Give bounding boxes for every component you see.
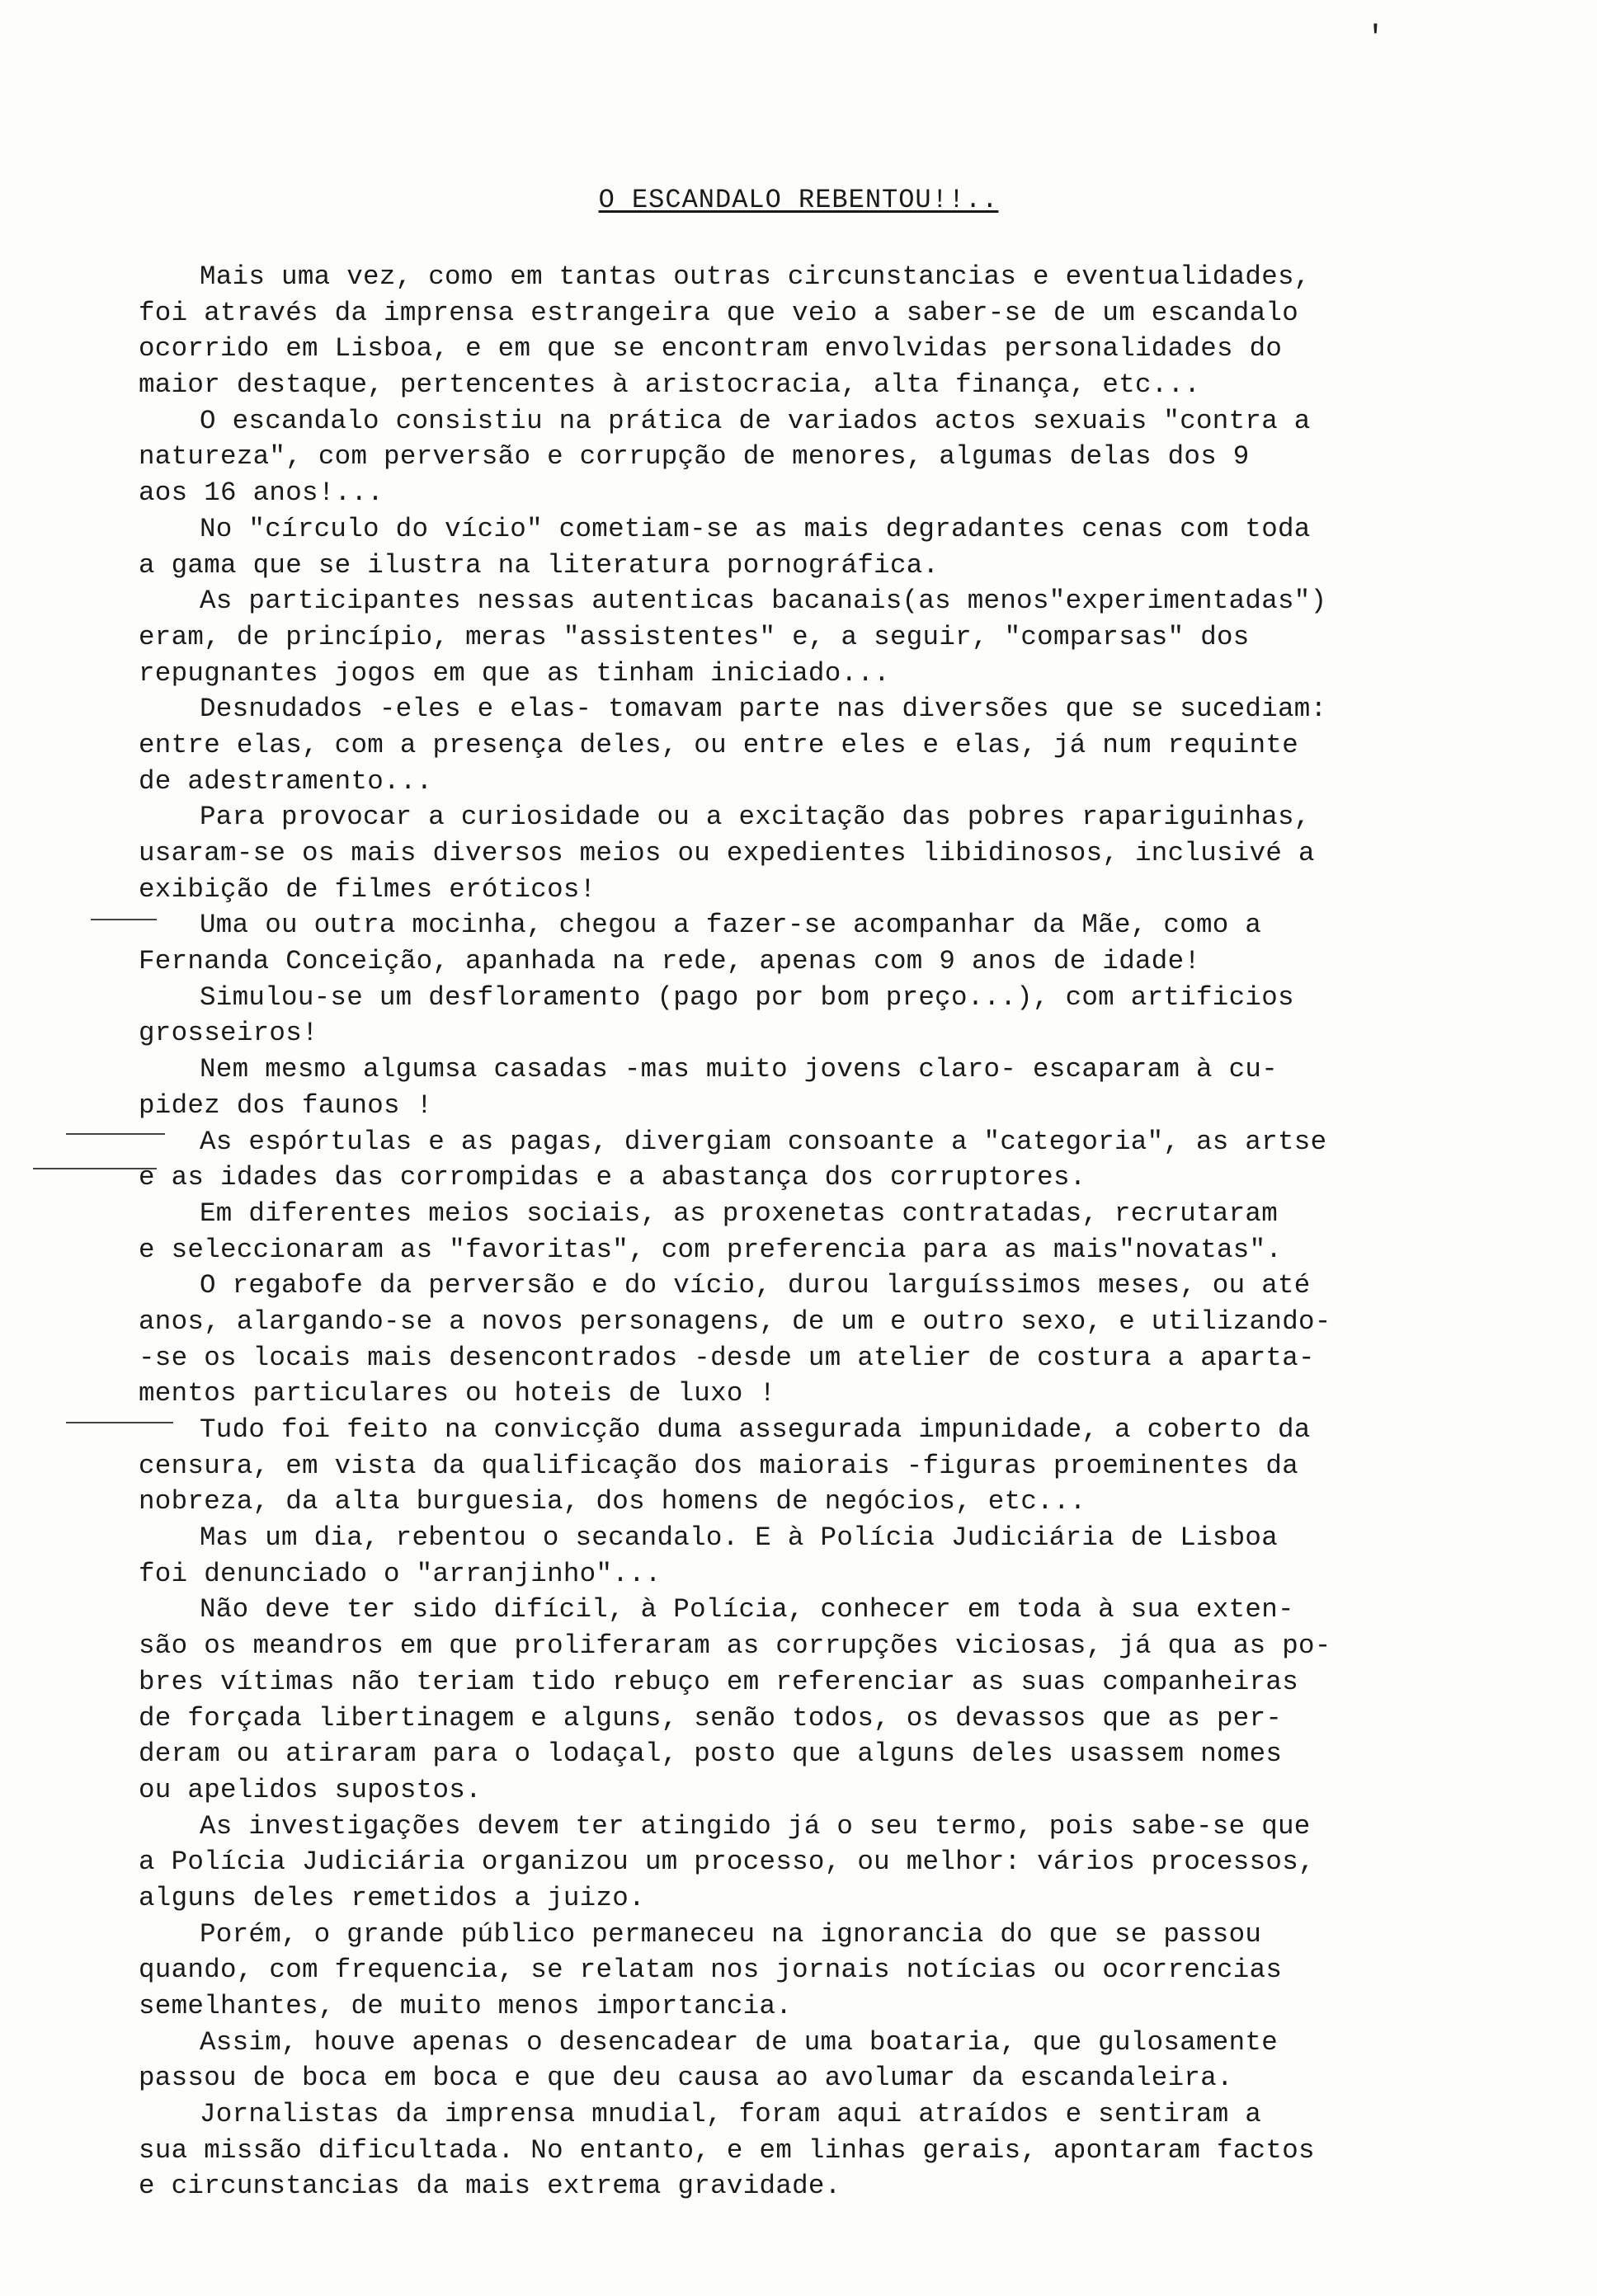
- text-line: eram, de princípio, meras "assistentes" e, a seguir, "comparsas" dos: [139, 621, 1250, 652]
- text-line: Desnudados -eles e elas- tomavam parte nas diversões que se sucediam:: [200, 694, 1327, 725]
- text-line: maior destaque, pertencentes à aristocracia, alta finança, etc...: [139, 369, 1201, 401]
- text-line: No "círculo do vício" cometiam-se as mais degradantes cenas com toda: [200, 513, 1311, 544]
- text-line: repugnantes jogos em que as tinham iniciado...: [139, 657, 890, 689]
- text-line: pidez dos faunos !: [139, 1089, 433, 1121]
- text-line: passou de boca em boca e que deu causa ao avolumar da escandaleira.: [139, 2063, 1233, 2094]
- text-line: Em diferentes meios sociais, as proxenetas contratadas, recrutaram: [200, 1197, 1279, 1229]
- text-line: Jornalistas da imprensa mnudial, foram aqui atraídos e sentiram a: [200, 2099, 1262, 2130]
- text-line: alguns deles remetidos a juizo.: [139, 1882, 645, 1913]
- text-line: Tudo foi feito na convicção duma assegurada impunidade, a coberto da: [200, 1414, 1311, 1445]
- text-line: quando, com frequencia, se relatam nos jornais notícias ou ocorrencias: [139, 1955, 1283, 1986]
- text-line: foi denunciado o "arranjinho"...: [139, 1558, 662, 1589]
- text-line: são os meandros em que proliferaram as corrupções viciosas, já qua as po-: [139, 1630, 1331, 1662]
- text-line: Mais uma vez, como em tantas outras circunstancias e eventualidades,: [200, 261, 1311, 292]
- text-line: Assim, houve apenas o desencadear de uma boataria, que gulosamente: [200, 2026, 1279, 2058]
- text-line: nobreza, da alta burguesia, dos homens de negócios, etc...: [139, 1486, 1086, 1517]
- text-line: Não deve ter sido difícil, à Polícia, conhecer em toda à sua exten-: [200, 1594, 1294, 1626]
- text-line: As participantes nessas autenticas bacanais(as menos"experimentadas"): [200, 586, 1327, 617]
- body-text: [139, 259, 1557, 2204]
- text-line: ocorrido em Lisboa, e em que se encontram envolvidas personalidades do: [139, 333, 1283, 365]
- text-line: censura, em vista da qualificação dos maiorais -figuras proeminentes da: [139, 1450, 1299, 1481]
- text-line: a gama que se ilustra na literatura pornográfica.: [139, 549, 940, 581]
- text-line: e circunstancias da mais extrema gravidade.: [139, 2171, 841, 2202]
- text-line: Nem mesmo algumsa casadas -mas muito jovens claro- escaparam à cu-: [200, 1054, 1279, 1085]
- text-line: semelhantes, de muito menos importancia.: [139, 1991, 793, 2021]
- text-line: entre elas, com a presença deles, ou entre eles e elas, já num requinte: [139, 729, 1299, 760]
- text-line: Simulou-se um desfloramento (pago por bom preço...), com artificios: [200, 981, 1294, 1013]
- corner-mark: ': [1366, 21, 1385, 56]
- text-line: O regabofe da perversão e do vício, durou larguíssimos meses, ou até: [200, 1270, 1311, 1301]
- text-line: sua missão dificultada. No entanto, e em linhas gerais, apontaram factos: [139, 2134, 1315, 2166]
- text-line: e seleccionaram as "favoritas", com preferencia para as mais"novatas".: [139, 1234, 1283, 1265]
- text-line: mentos particulares ou hoteis de luxo !: [139, 1378, 776, 1409]
- text-line: usaram-se os mais diversos meios ou expedientes libidinosos, inclusivé a: [139, 838, 1315, 868]
- text-line: As investigações devem ter atingido já o seu termo, pois sabe-se que: [200, 1810, 1311, 1842]
- text-line: e as idades das corrompidas e a abastança dos corruptores.: [139, 1162, 1086, 1193]
- text-line: bres vítimas não teriam tido rebuço em referenciar as suas companheiras: [139, 1666, 1299, 1697]
- text-line: aos 16 anos!...: [139, 478, 384, 509]
- text-line: As espórtulas e as pagas, divergiam consoante a "categoria", as artse: [200, 1126, 1327, 1157]
- text-line: foi através da imprensa estrangeira que veio a saber-se de um escandalo: [139, 297, 1299, 328]
- text-line: grosseiros!: [139, 1018, 318, 1049]
- text-line: Mas um dia, rebentou o secandalo. E à Polícia Judiciária de Lisboa: [200, 1522, 1279, 1554]
- text-line: de adestramento...: [139, 765, 433, 797]
- text-line: exibição de filmes eróticos!: [139, 873, 596, 905]
- text-line: de forçada libertinagem e alguns, senão todos, os devassos que as per-: [139, 1702, 1283, 1734]
- text-line: Uma ou outra mocinha, chegou a fazer-se acompanhar da Mãe, como a: [200, 910, 1262, 941]
- text-line: ou apelidos supostos.: [139, 1774, 482, 1805]
- text-line: -se os locais mais desencontrados -desde um atelier de costura a aparta-: [139, 1342, 1315, 1373]
- text-line: Porém, o grande público permaneceu na ignorancia do que se passou: [200, 1918, 1262, 1950]
- page-title: O ESCANDALO REBENTOU!!..: [598, 185, 999, 215]
- text-line: natureza", com perversão e corrupção de menores, algumas delas dos 9: [139, 441, 1250, 473]
- text-line: a Polícia Judiciária organizou um processo, ou melhor: vários processos,: [139, 1847, 1315, 1878]
- text-line: anos, alargando-se a novos personagens, de um e outro sexo, e utilizando-: [139, 1306, 1331, 1337]
- text-line: O escandalo consistiu na prática de variados actos sexuais "contra a: [200, 405, 1311, 436]
- text-line: Para provocar a curiosidade ou a excitação das pobres rapariguinhas,: [200, 802, 1311, 833]
- text-line: deram ou atiraram para o lodaçal, posto que alguns deles usassem nomes: [139, 1738, 1283, 1770]
- text-line: Fernanda Conceição, apanhada na rede, apenas com 9 anos de idade!: [139, 946, 1201, 977]
